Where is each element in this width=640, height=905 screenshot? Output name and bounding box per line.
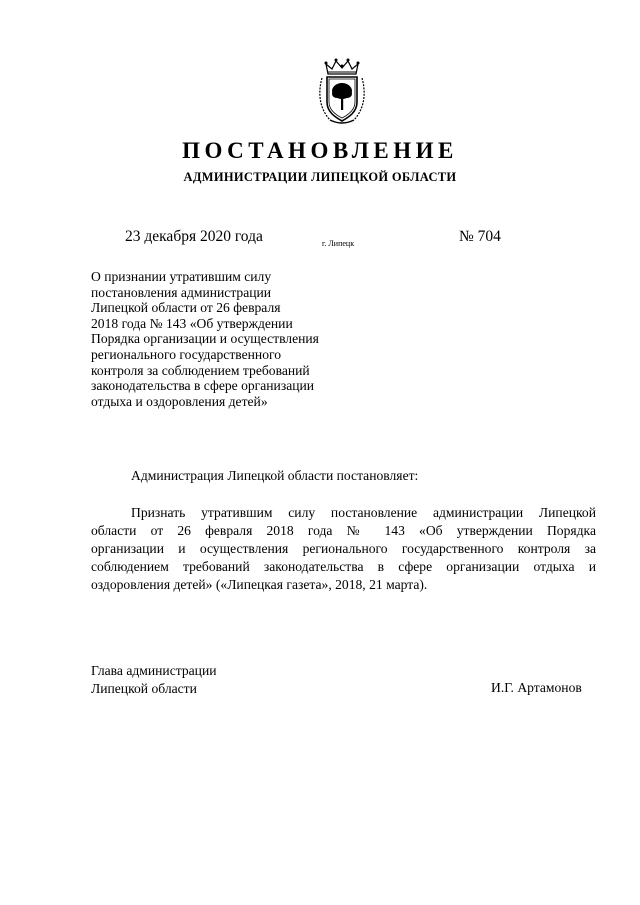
body-line: оздоровления детей» («Липецкая газета», 2018, 21 марта). [91, 577, 428, 592]
subject-line: контроля за соблюдением требований [91, 362, 310, 378]
subject-line: законодательства в сфере организации [91, 378, 315, 394]
subject-line: отдыха и оздоровления детей» [91, 393, 268, 409]
document-issuer: АДМИНИСТРАЦИИ ЛИПЕЦКОЙ ОБЛАСТИ [183, 170, 457, 184]
document-date: 23 декабря 2020 года [125, 228, 263, 245]
resolution-intro: Администрация Липецкой области постановляет: [131, 468, 419, 483]
document-title: ПОСТАНОВЛЕНИЕ [182, 138, 458, 163]
body-line: области от 26 февраля 2018 года № 143 «Об утверждении Порядка [91, 523, 596, 538]
subject-line: постановления администрации [91, 284, 272, 300]
subject-line: Порядка организации и осуществления [91, 331, 319, 347]
coat-of-arms-icon [316, 56, 368, 128]
signatory-position [91, 662, 217, 698]
document-subject [91, 269, 351, 409]
signatory-position-line: Глава администрации [91, 663, 217, 678]
document-number: № 704 [459, 228, 501, 245]
signatory-name: И.Г. Артамонов [491, 680, 582, 695]
resolution-body [91, 504, 596, 594]
subject-line: регионального государственного [91, 346, 282, 362]
signatory-position-line: Липецкой области [91, 681, 197, 696]
subject-line: О признании утратившим силу [91, 269, 272, 284]
subject-line: Липецкой области от 26 февраля [91, 300, 281, 316]
body-line: соблюдением требований законодательства в сфере организации отдыха и [91, 559, 596, 574]
document-city: г. Липецк [322, 239, 355, 248]
body-line: организации и осуществления регионального государственного контроля за [91, 541, 596, 556]
body-line: Признать утратившим силу постановление администрации Липецкой [131, 505, 596, 520]
subject-line: 2018 года № 143 «Об утверждении [91, 315, 293, 331]
